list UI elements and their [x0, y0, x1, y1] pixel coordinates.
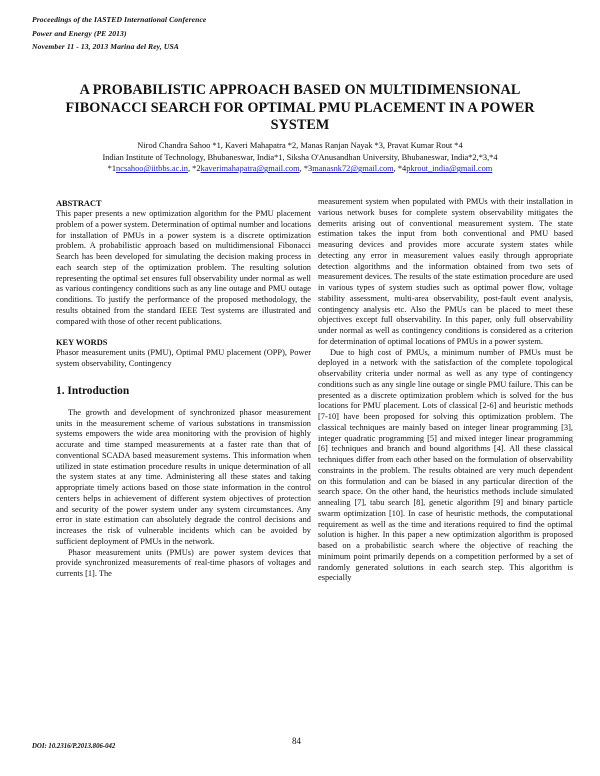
email-prefix-1: *1 [107, 164, 117, 174]
email-link-1[interactable]: ncsahoo@iitbbs.ac.in [116, 164, 188, 174]
conference-date: November 11 - 13, 2013 Marina del Rey, USA [32, 42, 179, 51]
email-prefix-4: , *4 [393, 164, 407, 174]
introduction-heading: 1. Introduction [56, 384, 130, 397]
email-prefix-3: , *3 [299, 164, 313, 174]
email-prefix-2: , *2 [187, 164, 201, 174]
keywords-text: Phasor measurement units (PMU), Optimal PMU placement (OPP), Power system observability, Contingency [56, 348, 311, 368]
right-paragraph-1: measurement system when populated with PMUs with their installation in various network buses for complete system observability mitigates the demerits arising out of conventional measurement system. The state estimation takes the input from both conventional and PMU based measuring devices and provides more accurate system states while detecting any error in measurement values easily through appropriate detection algorithms and the information obtained from two sets of measurement devices. The results of the state estimation procedure are used in various types of system studies such as optimal power flow, voltage stability assessment, multi-area observability, post-fault event analysis, contingency analysis etc. Also the PMUs can be placed to meet these objectives except full observability. In this paper, only full observability under normal as well as contingency conditions is considered as a criterion for determination of optimal locations of PMUs in a power system. [318, 197, 573, 346]
page-number: 84 [292, 736, 301, 746]
right-column [318, 197, 573, 584]
author-names: Nirod Chandra Sahoo *1, Kaveri Mahapatra *2, Manas Ranjan Nayak *3, Pravat Kumar Rout *4 [137, 141, 463, 150]
author-emails [30, 163, 570, 175]
email-link-2[interactable]: kaverimahapatra@gmail.com [200, 164, 300, 174]
conference-name: Proceedings of the IASTED International Conference [32, 15, 207, 24]
conference-header [32, 13, 412, 54]
paper-title: A PROBABILISTIC APPROACH BASED ON MULTIDIMENSIONAL FIBONACCI SEARCH FOR OPTIMAL PMU PLACEMENT IN A POWER SYSTEM [65, 82, 535, 133]
intro-paragraph-1: The growth and development of synchronized phasor measurement units in the measurement scheme of various substations in transmission systems empowers the wide area monitoring with the provision of highly accurate and time stamped measurements at a faster rate than that of conventional SCADA based measurement systems. This information when utilized in state estimation procedure results in unique determination of all the system states at any time. Administering all these states and taking appropriate timely actions based on those state information in the control centers helps in achievement of different system objectives of protection and security of the power system under any system circumstances. Any error in state estimation can absolutely degrade the control decisions and increases the risk of vulnerable incidents which can be avoided by sufficient deployment of PMUs in the network. [56, 407, 311, 546]
email-link-4[interactable]: pkrout_india@gmail.com [406, 164, 493, 174]
right-paragraph-2: Due to high cost of PMUs, a minimum number of PMUs must be deployed in a network with the satisfaction of the complete topological observability criteria under normal as well as any type of contingency conditions such as any single line outage or single PMU failure. This can be presented as a discrete optimization problem which is solved for the bus locations for PMU placement. Lots of classical [2-6] and heuristic methods [7-10] have been proposed for solving this optimization problem. The classical techniques are mainly based on integer linear programming [3], integer quadratic programming [5] and mixed integer linear programming [6] techniques and branch and bound algorithms [4]. All these classical techniques differ from each other based on the formulation of observability constraints in the problem. The results obtained are very much dependent on this formulation and can be biased in any particular direction of the search space. On the other hand, the heuristics methods include simulated annealing [7], tabu search [8], genetic algorithm [9] and binary particle swarm optimization [10]. In case of heuristic methods, the computational requirement as well as the time and iterations required to find the optimal solution is higher. In this paper a new optimization algorithm is proposed based on a probabilistic search where the objective of reaching the minimum point primarily depends on a competition performed by a set of randomly generated solutions in each search step. This algorithm is especially [318, 347, 573, 583]
author-block [30, 140, 570, 175]
abstract-text: This paper presents a new optimization algorithm for the PMU placement problem of a power system. Determination of optimal number and locations for installation of PMUs in a power system is a discrete optimization problem. A probabilistic approach based on multidimensional Fibonacci Search has been developed for simulating the decision making process in each search step of the optimization problem. The resulting solution representing the optimal set ensures full observability under normal as well as various contingency conditions such as any line outage and PMU outage conditions. To justify the performance of the proposed methodology, the results obtained from the standard IEEE Test systems are illustrated and compared with those of other recent publications. [56, 209, 311, 326]
email-link-3[interactable]: manasnk72@gmail.com [312, 164, 394, 174]
left-column [56, 198, 311, 580]
keywords-heading: KEY WORDS [56, 338, 108, 348]
intro-paragraph-2: Phasor measurement units (PMUs) are power system devices that provide synchronized measurements of real-time phasors of voltages and currents [1]. The [56, 547, 311, 578]
conference-subtitle: Power and Energy (PE 2013) [32, 28, 127, 38]
author-affiliations: Indian Institute of Technology, Bhubaneswar, India*1, Siksha O'Anusandhan University, Bhubaneswar, India*2,*3,*4 [102, 152, 498, 162]
abstract-heading: ABSTRACT [56, 199, 102, 208]
doi-footer: DOI: 10.2316/P.2013.806-042 [32, 743, 116, 750]
